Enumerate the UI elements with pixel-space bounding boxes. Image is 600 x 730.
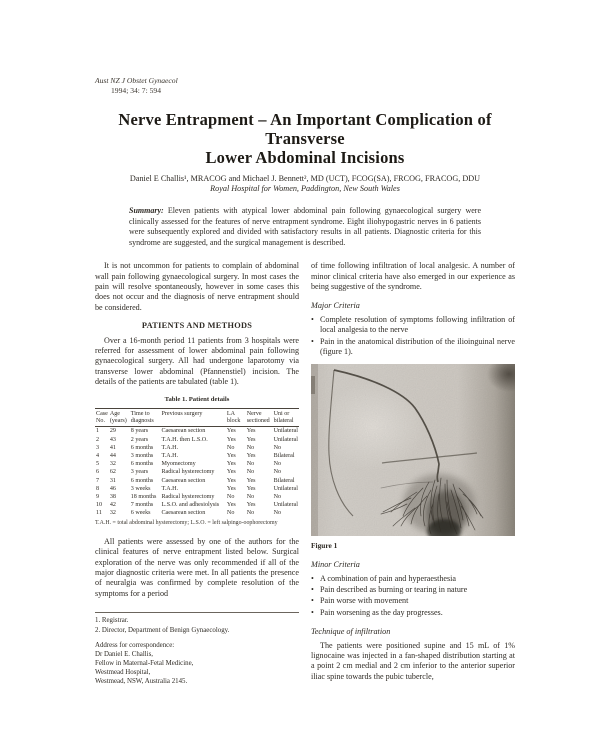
cell-nerve-sectioned: Yes bbox=[246, 477, 256, 484]
cell-la-block: Yes bbox=[226, 436, 236, 443]
cell-la-block: No bbox=[226, 510, 235, 517]
correspondence-line: Dr Daniel E. Challis, bbox=[95, 650, 153, 658]
cell-age: 41 bbox=[109, 444, 116, 451]
cell-uni-bilateral: No bbox=[273, 444, 282, 451]
cell-age: 62 bbox=[109, 469, 116, 476]
journal-name: Aust NZ J Obstet Gynaecol bbox=[95, 76, 178, 85]
cell-nerve-sectioned: Yes bbox=[246, 502, 256, 509]
cell-age: 46 bbox=[109, 485, 116, 492]
cell-uni-bilateral: No bbox=[273, 469, 282, 476]
cell-uni-bilateral: Unilateral bbox=[273, 436, 298, 443]
major-criteria-list bbox=[311, 315, 515, 357]
cell-time-to-diagnosis: 6 weeks bbox=[130, 510, 151, 517]
cell-la-block: Yes bbox=[226, 485, 236, 492]
author-footnotes bbox=[95, 612, 299, 635]
column-header: Age (years) bbox=[109, 409, 130, 427]
figure-1-photo bbox=[311, 364, 515, 536]
cell-nerve-sectioned: No bbox=[246, 444, 255, 451]
cell-case-no: 10 bbox=[96, 502, 103, 509]
criteria-item: • Pain worsening as the day progresses. bbox=[311, 608, 515, 618]
two-column-body bbox=[95, 261, 515, 686]
cell-la-block: Yes bbox=[226, 469, 236, 476]
cell-case-no: 6 bbox=[96, 469, 100, 476]
cell-time-to-diagnosis: 8 years bbox=[130, 428, 149, 435]
cell-la-block: No bbox=[226, 493, 235, 500]
table-footnote: T.A.H. = total abdominal hysterectomy; L.S.O. = left salpingo-oophorectomy bbox=[95, 519, 278, 526]
cell-previous-surgery: Radical hysterectomy bbox=[161, 469, 215, 476]
technique-paragraph: The patients were positioned supine and 15 mL of 1% lignocaine was injected in a fan-shaped distribution starting at a point 2 cm medial and 2 cm inferior to the anterior superior iliac spine towards the pubic tubercle, bbox=[311, 640, 515, 681]
minor-criteria-heading: Minor Criteria bbox=[311, 560, 360, 570]
correspondence-block bbox=[95, 641, 299, 687]
summary-block bbox=[129, 206, 481, 248]
table-body bbox=[95, 427, 299, 518]
table-row bbox=[95, 452, 299, 460]
cell-age: 38 bbox=[109, 493, 116, 500]
cell-case-no: 9 bbox=[96, 493, 100, 500]
table-title: Table 1. Patient details bbox=[164, 396, 230, 404]
minor-criteria-list bbox=[311, 574, 515, 618]
cell-previous-surgery: Caesarean section bbox=[161, 510, 206, 517]
table-row bbox=[95, 509, 299, 517]
table-row bbox=[95, 477, 299, 485]
figure-caption: Figure 1 bbox=[311, 541, 338, 551]
methods-heading: PATIENTS AND METHODS bbox=[141, 321, 253, 331]
cell-previous-surgery: T.A.H. bbox=[161, 444, 179, 451]
affiliation-line: Royal Hospital for Women, Paddington, New South Wales bbox=[210, 184, 400, 194]
cell-nerve-sectioned: No bbox=[246, 510, 255, 517]
cell-age: 32 bbox=[109, 510, 116, 517]
cell-la-block: Yes bbox=[226, 502, 236, 509]
journal-reference bbox=[95, 76, 515, 96]
cell-la-block: Yes bbox=[226, 461, 236, 468]
cell-time-to-diagnosis: 3 months bbox=[130, 453, 154, 459]
table-header-row bbox=[95, 409, 299, 427]
cell-case-no: 3 bbox=[96, 444, 100, 451]
cell-time-to-diagnosis: 18 months bbox=[130, 493, 157, 500]
correspondence-line: Fellow in Maternal-Fetal Medicine, bbox=[95, 659, 194, 667]
cell-case-no: 1 bbox=[96, 428, 100, 435]
correspondence-line: Westmead, NSW, Australia 2145. bbox=[95, 677, 188, 685]
cell-case-no: 8 bbox=[96, 485, 100, 492]
cell-age: 29 bbox=[109, 428, 116, 435]
cell-uni-bilateral: No bbox=[273, 510, 282, 517]
criteria-item: • A combination of pain and hyperaesthesia bbox=[311, 574, 515, 584]
title-line-2: Lower Abdominal Incisions bbox=[205, 147, 405, 167]
cell-previous-surgery: T.A.H. bbox=[161, 453, 179, 459]
figure-1-container bbox=[311, 364, 515, 536]
cell-age: 44 bbox=[109, 453, 116, 459]
cell-la-block: Yes bbox=[226, 428, 236, 435]
cell-uni-bilateral: No bbox=[273, 493, 282, 500]
patient-details-table bbox=[95, 408, 299, 517]
table-row bbox=[95, 501, 299, 509]
assessment-paragraph: All patients were assessed by one of the authors for the clinical features of nerve entrapment listed below. Surgical exploration of the nerve was only recommended if all of the major diagnostic criteria were met. In all patients the presence of neuralgia was confirmed by complete resolution of the symptoms for a period bbox=[95, 537, 299, 598]
footnote-line: 1. Registrar. bbox=[95, 617, 129, 625]
cell-la-block: Yes bbox=[226, 453, 236, 459]
title-line-1: Nerve Entrapment – An Important Complication of Transverse bbox=[118, 109, 492, 148]
column-header: Previous surgery bbox=[160, 409, 225, 427]
cell-previous-surgery: Caesarean section bbox=[161, 428, 206, 435]
cell-nerve-sectioned: Yes bbox=[246, 453, 256, 459]
page-content bbox=[95, 76, 515, 686]
cell-case-no: 7 bbox=[96, 477, 100, 484]
cell-age: 31 bbox=[109, 477, 116, 484]
correspondence-line: Address for correspondence: bbox=[95, 641, 175, 649]
cell-case-no: 4 bbox=[96, 453, 100, 459]
methods-paragraph: Over a 16-month period 11 patients from 3 hospitals were referred for assessment of lower abdominal pain following gynaecological surgery. All had undergone laparotomy via transverse lower abdominal (Pfannenstiel) incision. The details of the patients are tabulated (table 1). bbox=[95, 335, 299, 387]
cell-la-block: No bbox=[226, 444, 235, 451]
cell-la-block: Yes bbox=[226, 477, 236, 484]
cell-age: 32 bbox=[109, 461, 116, 468]
patients-table bbox=[95, 396, 299, 527]
cell-previous-surgery: T.A.H. then L.S.O. bbox=[161, 436, 208, 443]
table-row bbox=[95, 427, 299, 436]
cell-time-to-diagnosis: 6 months bbox=[130, 461, 154, 468]
column-header: Time to diagnosis bbox=[130, 409, 161, 427]
cell-age: 42 bbox=[109, 502, 116, 509]
authors-line: Daniel E Challis¹, MRACOG and Michael J. Bennett², MD (UCT), FCOG(SA), FRCOG, FRACOG, DDU bbox=[129, 174, 481, 184]
column-header: Uni or bilateral bbox=[273, 409, 299, 427]
cell-previous-surgery: L.S.O. and adhesiolysis bbox=[161, 502, 220, 509]
cell-uni-bilateral: Bilateral bbox=[273, 477, 295, 484]
cell-previous-surgery: Radical hysterectomy bbox=[161, 493, 215, 500]
cell-case-no: 11 bbox=[96, 510, 102, 517]
cell-uni-bilateral: No bbox=[273, 461, 282, 468]
criteria-item: • Complete resolution of symptoms following infiltration of local analgesia to the nerve bbox=[311, 315, 515, 336]
cell-nerve-sectioned: No bbox=[246, 469, 255, 476]
column-header: Case No. bbox=[95, 409, 109, 427]
page-title bbox=[95, 110, 515, 167]
cell-uni-bilateral: Bilateral bbox=[273, 453, 295, 459]
cell-time-to-diagnosis: 2 years bbox=[130, 436, 149, 443]
table-row bbox=[95, 436, 299, 444]
cell-time-to-diagnosis: 3 weeks bbox=[130, 485, 151, 492]
table-row bbox=[95, 493, 299, 501]
summary-text: Eleven patients with atypical lower abdominal pain following gynaecological surgery were clinically assessed for the features of nerve entrapment syndrome. Eight iliohypogastric nerves in 6 patients were subsequently explored and divided with satisfactory results in all patients. Diagnostic criteria for this syndrome are suggested, and the surgical management is described. bbox=[129, 206, 481, 247]
cell-case-no: 2 bbox=[96, 436, 100, 443]
criteria-item: • Pain worse with movement bbox=[311, 596, 515, 606]
journal-citation: 1994; 34: 7: 594 bbox=[111, 85, 161, 95]
cell-nerve-sectioned: Yes bbox=[246, 436, 256, 443]
correspondence-line: Westmead Hospital, bbox=[95, 668, 151, 676]
table-row bbox=[95, 444, 299, 452]
cell-time-to-diagnosis: 3 years bbox=[130, 469, 149, 476]
cell-nerve-sectioned: No bbox=[246, 461, 255, 468]
cell-previous-surgery: Caesarean section bbox=[161, 477, 206, 484]
intro-paragraph: It is not uncommon for patients to complain of abdominal wall pain following gynaecological surgery. In most cases the pain will resolve spontaneously, however in some cases this does not occur and the diagnosis of nerve entrapment should be considered. bbox=[95, 261, 299, 312]
continuation-paragraph: of time following infiltration of local analgesic. A number of minor clinical criteria have also emerged in our experience as being suggestive of the syndrome. bbox=[311, 261, 515, 291]
cell-uni-bilateral: Unilateral bbox=[273, 485, 298, 492]
cell-nerve-sectioned: Yes bbox=[246, 485, 256, 492]
cell-case-no: 5 bbox=[96, 461, 100, 468]
cell-time-to-diagnosis: 6 months bbox=[130, 477, 154, 484]
cell-uni-bilateral: Unilateral bbox=[273, 502, 298, 509]
major-criteria-heading: Major Criteria bbox=[311, 301, 360, 311]
cell-age: 43 bbox=[109, 436, 116, 443]
right-column bbox=[311, 261, 515, 686]
table-row bbox=[95, 485, 299, 493]
cell-nerve-sectioned: Yes bbox=[246, 428, 256, 435]
left-column bbox=[95, 261, 299, 686]
cell-nerve-sectioned: No bbox=[246, 493, 255, 500]
technique-heading: Technique of infiltration bbox=[311, 627, 391, 637]
table-row bbox=[95, 460, 299, 468]
cell-time-to-diagnosis: 7 months bbox=[130, 502, 154, 509]
column-header: LA block bbox=[226, 409, 246, 427]
footnote-line: 2. Director, Department of Benign Gynaecology. bbox=[95, 626, 230, 634]
cell-uni-bilateral: Unilateral bbox=[273, 428, 298, 435]
summary-label: Summary: bbox=[129, 206, 164, 216]
cell-time-to-diagnosis: 6 months bbox=[130, 444, 154, 451]
column-header: Nerve sectioned bbox=[246, 409, 273, 427]
criteria-item: • Pain in the anatomical distribution of the ilioinguinal nerve (figure 1). bbox=[311, 337, 515, 358]
cell-previous-surgery: Myomectomy bbox=[161, 461, 196, 468]
table-row bbox=[95, 468, 299, 476]
cell-previous-surgery: T.A.H. bbox=[161, 485, 179, 492]
criteria-item: • Pain described as burning or tearing in nature bbox=[311, 585, 515, 595]
